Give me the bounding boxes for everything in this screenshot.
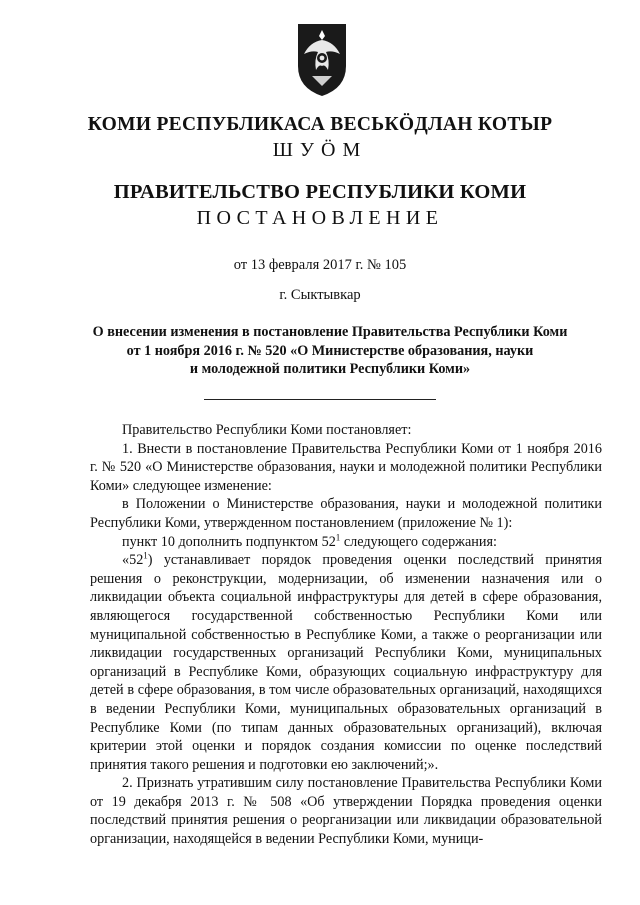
title-line-1: О внесении изменения в постановление Правительства Республики Коми	[92, 324, 568, 340]
body-item-2: 2. Признать утратившим силу постановление Правительства Республики Коми от 19 декабря 2013 г. № 508 «Об утверждении Порядка проведения оценки последствий принятия решения о реорганизации или ликвидации образовательной организации, находящейся в ведении Республики Коми, муници-	[90, 775, 602, 848]
government-heading: ПРАВИТЕЛЬСТВО РЕСПУБЛИКИ КОМИ	[113, 181, 527, 203]
body-item-1-subpoint	[90, 533, 602, 552]
komi-government-heading: КОМИ РЕСПУБЛИКАСА ВЕСЬКӦДЛАН КОТЫР	[87, 114, 553, 135]
quote-text-after: ) устанавливает порядок проведения оценки последствий принятия решения о реконструкции, модернизации, об изменении назначения или о ликвидации объекта социальной инфраструктуры для детей в сфере образования, являющегося государственной собственностью Республики Коми или муниципальной собственностью в Республике Коми, а также о реорганизации или ликвидации государственных организаций Республики Коми, муниципальных организаций в Республике Коми, образующих социальную инфраструктуру для детей в сфере образования, в том числе образовательных организаций, находящихся в ведении Республики Коми, муниципальных образовательных организаций в Республике Коми (по типам данных образовательных организаций), включая критерии этой оценки и порядок создания комиссии по оценке последствий принятия такого решения и подготовки ею заключений;».	[90, 552, 602, 773]
body-item-1: 1. Внести в постановление Правительства Республики Коми от 1 ноября 2016 г. № 520 «О Министерстве образования, науки и молодежной политики Республики Коми» следующее изменение:	[90, 440, 602, 494]
quote-superscript: 1	[143, 550, 148, 561]
subpoint-text-after: следующего содержания:	[340, 533, 497, 550]
decree-body	[90, 421, 602, 849]
subpoint-text-before: пункт 10 дополнить подпунктом 52	[122, 533, 336, 550]
title-line-2: от 1 ноября 2016 г. № 520 «О Министерстве образования, науки	[126, 342, 534, 359]
body-item-1-regulation: в Положении о Министерстве образования, науки и молодежной политики Республики Коми, утвержденном постановлением (приложение № 1):	[90, 496, 602, 531]
komi-coat-of-arms-emblem	[296, 20, 348, 98]
decree-city: г. Сыктывкар	[279, 287, 361, 303]
decree-date-number: от 13 февраля 2017 г. № 105	[233, 257, 407, 273]
decree-word: ПОСТАНОВЛЕНИЕ	[196, 207, 444, 229]
body-intro: Правительство Республики Коми постановляет:	[122, 422, 412, 438]
title-line-3: и молодежной политики Республики Коми»	[189, 361, 471, 377]
komi-decree-word: ШУӦМ	[272, 139, 368, 161]
decree-title	[70, 323, 590, 379]
quote-text-before: «52	[122, 552, 144, 569]
title-underline	[204, 399, 436, 400]
subpoint-superscript: 1	[335, 531, 341, 542]
body-item-1-quote	[90, 551, 602, 774]
